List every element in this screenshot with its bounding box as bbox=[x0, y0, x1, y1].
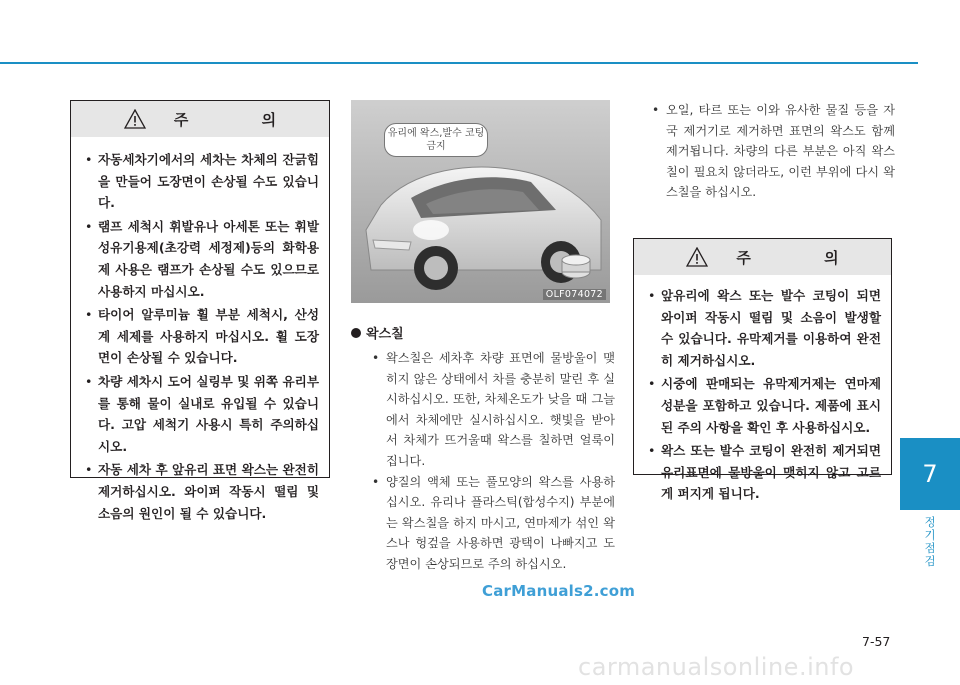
chapter-name: 정기 점검 bbox=[924, 515, 936, 568]
bullet-circle-icon bbox=[351, 328, 361, 338]
caution-list bbox=[71, 137, 329, 532]
caution-item: • 타이어 알루미늄 휠 부분 세척시, 산성계 세제를 사용하지 마십시오. 휠 도장면이 손상될 수 있습니다. bbox=[85, 304, 319, 369]
caution-item: • 램프 세척시 휘발유나 아세톤 또는 휘발성유기용제(초강력 세정제)등의 화학용제 사용은 램프가 손상될 수도 있으므로 사용하지 마십시오. bbox=[85, 216, 319, 302]
footer-watermark: carmanualsonline.info bbox=[578, 653, 855, 681]
page-number: 7-57 bbox=[862, 634, 891, 649]
section-heading-text: 왁스칠 bbox=[366, 327, 404, 342]
caution-box-left bbox=[70, 100, 330, 521]
caution-item: • 시중에 판매되는 유막제거제는 연마제 성분을 포함하고 있습니다. 제품에 표시된 주의 사항을 확인 후 사용하십시오. bbox=[648, 373, 881, 438]
caution-item: • 자동 세차 후 앞유리 표면 왁스는 완전히 제거하십시오. 와이퍼 작동시 떨림 및 소음의 원인이 될 수 있습니다. bbox=[85, 459, 319, 524]
caution-header bbox=[634, 239, 891, 275]
wax-item: • 양질의 액체 또는 풀모양의 왁스를 사용하십시오. 유리나 플라스틱(합성수지) 부분에는 왁스칠을 하지 마시고, 연마제가 섞인 왁스나 헝겊을 사용하면 광택이 나빠지고 도장면이 손상되므로 주의 하십시오. bbox=[370, 472, 615, 575]
section-heading-wax bbox=[351, 323, 404, 342]
caution-title: 주 의 bbox=[736, 248, 873, 267]
caution-title: 주 의 bbox=[173, 110, 311, 129]
caution-item: • 자동세차기에서의 세차는 차체의 잔긁힘을 만들어 도장면이 손상될 수도 있습니다. bbox=[85, 149, 319, 214]
caution-item: • 앞유리에 왁스 또는 발수 코팅이 되면 와이퍼 작동시 떨림 및 소음이 발생할 수 있습니다. 유막제거를 이용하여 완전히 제거하십시오. bbox=[648, 285, 881, 371]
oil-item: • 오일, 타르 또는 이와 유사한 물질 등을 자국 제거기로 제거하면 표면의 왁스도 함께 제거됩니다. 차량의 다른 부분은 아직 왁스칠이 필요치 않더라도, 이런 부위에 다시 왁스칠을 하십시오. bbox=[650, 100, 895, 203]
chapter-tab[interactable]: 7 bbox=[900, 438, 960, 510]
watermark-link[interactable]: CarManuals2.com bbox=[482, 582, 636, 600]
wax-item: • 왁스칠은 세차후 차량 표면에 물방울이 맺히지 않은 상태에서 차를 충분히 말린 후 실시하십시오. 또한, 차체온도가 낮을 때 그늘에서 차체에만 실시하십시오. 햇빛을 받아서 차체가 뜨거울때 왁스를 칠하면 얼룩이 집니다. bbox=[370, 348, 615, 472]
caution-item: • 왁스 또는 발수 코팅이 완전히 제거되면 유리표면에 물방울이 맺히지 않고 고르게 퍼지게 됩니다. bbox=[648, 440, 881, 505]
warning-triangle-icon bbox=[124, 109, 146, 129]
oil-list bbox=[650, 100, 895, 203]
top-rule bbox=[0, 62, 918, 64]
caution-list bbox=[634, 275, 891, 513]
wax-list bbox=[370, 348, 615, 575]
caution-box-right bbox=[633, 238, 892, 502]
caution-item: • 차량 세차시 도어 실링부 및 위쪽 유리부를 통해 물이 실내로 유입될 수 있습니다. 고압 세척기 사용시 특히 주의하십시오. bbox=[85, 371, 319, 457]
figure-code: OLF074072 bbox=[543, 289, 606, 300]
warning-triangle-icon bbox=[686, 247, 708, 267]
caution-header bbox=[71, 101, 329, 137]
figure-callout: 유리에 왁스,발수 코팅 금지 bbox=[384, 123, 488, 157]
